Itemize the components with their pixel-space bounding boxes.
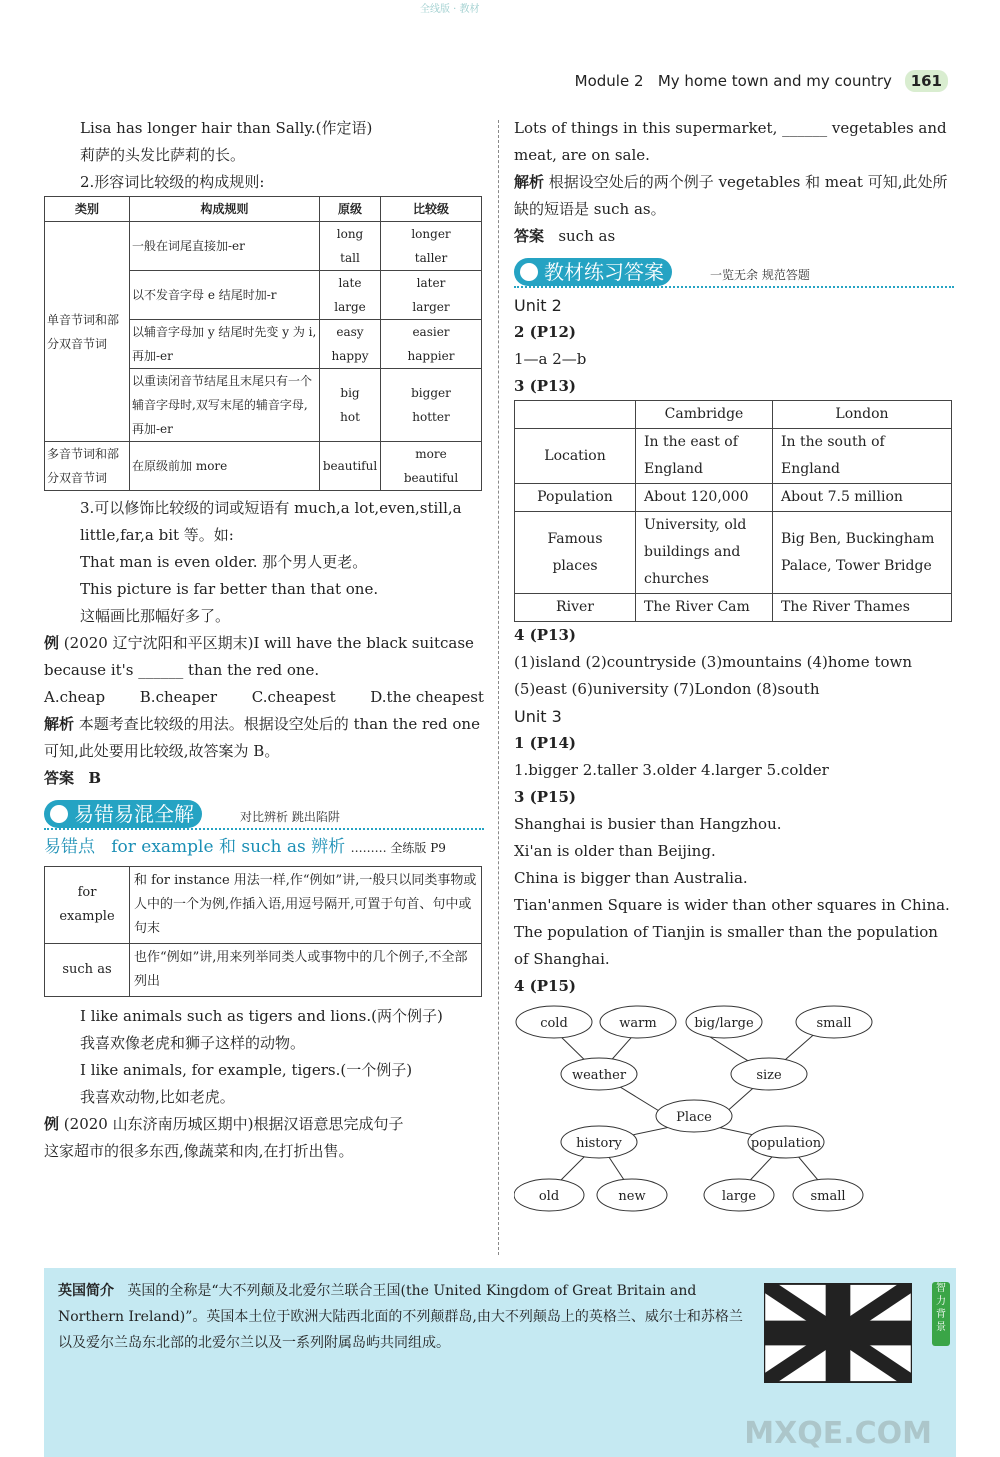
example-question [44, 630, 484, 657]
error-point-title: for example 和 such as 辨析 [111, 837, 346, 857]
comp-word: hotter [412, 410, 450, 424]
diagram-label: big/large [694, 1016, 754, 1031]
answer-line: China is bigger than Australia. [514, 869, 748, 887]
diagram-label: large [721, 1189, 757, 1204]
error-point-ref: ……… 全练版 P9 [350, 841, 446, 855]
table-cell: Big Ben, Buckingham Palace, Tower Bridge [773, 512, 952, 594]
table-cell: The River Thames [773, 594, 952, 622]
answer-value: such as [558, 227, 616, 245]
comp-cell [381, 222, 482, 271]
example-translation: 我喜欢像老虎和狮子这样的动物。 [80, 1034, 306, 1052]
banner-title: 教材练习答案 [514, 258, 672, 286]
diagram-label: warm [619, 1016, 657, 1031]
options-row [44, 684, 484, 711]
rule-heading: 2.形容词比较级的构成规则: [80, 173, 265, 191]
example-question-cont: because it's ______ than the red one. [44, 661, 320, 679]
diagram-label: small [816, 1016, 852, 1031]
analysis-text: 本题考查比较级的用法。根据设空处后的 than the red one 可知,此处要用比较级,故答案为 B。 [44, 715, 480, 760]
rule-cell: 以不发音字母 e 结尾时加-r [130, 271, 320, 320]
banner-title: 易错易混全解 [44, 800, 202, 828]
question-number: 4 (P15) [514, 977, 577, 995]
diagram-label: weather [571, 1068, 627, 1083]
base-word: tall [340, 251, 360, 265]
table-header: 类别 [45, 197, 130, 222]
base-word: big [340, 386, 360, 400]
base-cell [320, 271, 381, 320]
base-word: large [334, 300, 366, 314]
analysis [514, 169, 954, 223]
question-line: meat, are on sale. [514, 146, 650, 164]
diagram-label: size [756, 1068, 782, 1083]
rule-cell: 以重读闭音节结尾且末尾只有一个辅音字母时,双写末尾的辅音字母,再加-er [130, 369, 320, 442]
analysis [44, 711, 484, 765]
answer-line: 1—a 2—b [514, 350, 587, 368]
analysis-label: 解析 [44, 715, 75, 733]
answer-line: Xi'an is older than Beijing. [514, 842, 716, 860]
base-word: easy [336, 325, 364, 339]
column-divider [498, 120, 499, 1255]
analysis-text: 根据设空处后的两个例子 vegetables 和 meat 可知,此处所缺的短语是 such as。 [514, 173, 948, 218]
comp-word: beautiful [403, 471, 459, 485]
question-number: 4 (P13) [514, 626, 577, 644]
table-header: London [773, 401, 952, 429]
info-body: 英国的全称是“大不列颠及北爱尔兰联合王国(the United Kingdom of Great Britain and Northern Ireland)”。英国本土位于欧洲大陆西北面的不列颠群岛,由大不列颠岛上的英格兰、威尔士和苏格兰以及爱尔兰岛东北部的北爱尔兰以及一系列附属岛屿共同组成。 [58, 1283, 743, 1351]
base-word: hot [340, 410, 360, 424]
table-cell: University, old buildings and churches [636, 512, 773, 594]
table-header: 原级 [320, 197, 381, 222]
row-label: River [515, 594, 636, 622]
base-cell [320, 442, 381, 491]
desc-cell: 也作“例如”讲,用来列举同类人或事物中的几个例子,不全部列出 [130, 944, 482, 997]
example-translation: 这幅画比那幅好多了。 [80, 607, 231, 625]
comp-cell [381, 442, 482, 491]
row-label: Population [515, 484, 636, 512]
option: D.the cheapest [370, 688, 484, 706]
error-point-label: 易错点 [44, 837, 95, 857]
table-cell: About 7.5 million [773, 484, 952, 512]
comp-word: later [416, 276, 446, 290]
question-number: 2 (P12) [514, 323, 577, 341]
option: B.cheaper [139, 688, 218, 706]
side-tag: 智力背景 [932, 1282, 950, 1346]
section-banner [44, 798, 484, 832]
unit-heading: Unit 3 [514, 707, 562, 726]
term-cell: for example [45, 867, 130, 944]
comparison-table [44, 866, 482, 997]
comp-word: bigger [411, 386, 451, 400]
example-translation: 我喜欢动物,比如老虎。 [80, 1088, 235, 1106]
comp-word: taller [414, 251, 448, 265]
left-column [44, 115, 484, 1165]
section-banner [514, 256, 954, 290]
example-question [44, 1111, 484, 1138]
answer-line: Tian'anmen Square is wider than other squares in China. [514, 896, 950, 914]
question-number: 1 (P14) [514, 734, 577, 752]
diagram-label: cold [540, 1016, 568, 1031]
example-question-cont: 这家超市的很多东西,像蔬菜和肉,在打折出售。 [44, 1142, 354, 1160]
banner-underline [44, 828, 484, 830]
watermark: MXQE.COM [744, 1416, 932, 1451]
example-sentence: I like animals, for example, tigers.(一个例子) [80, 1061, 413, 1079]
example-source: (2020 辽宁沈阳和平区期末) [63, 634, 254, 652]
comp-word: larger [412, 300, 450, 314]
term-cell: such as [45, 944, 130, 997]
question-line: Lots of things in this supermarket, ______ vegetables and [514, 119, 947, 137]
example-translation: 莉萨的头发比萨莉的长。 [80, 146, 246, 164]
example-source: (2020 山东济南历城区期中) [63, 1115, 254, 1133]
union-jack-flag-icon [764, 1283, 912, 1383]
example-sentence: That man is even older. 那个男人更老。 [80, 553, 368, 571]
answer-line: The population of Tianjin is smaller than the population of Shanghai. [514, 923, 938, 968]
base-word: beautiful [322, 459, 378, 473]
top-faint-text: 全线版 · 教材 [420, 4, 480, 15]
example-sentence: I like animals such as tigers and lions.(两个例子) [80, 1007, 443, 1025]
banner-subtitle: 一览无余 规范答题 [710, 268, 810, 282]
category-cell: 单音节词和部分双音节词 [45, 222, 130, 442]
desc-cell: 和 for instance 用法一样,作“例如”讲,一般只以同类事物或人中的一个为例,作插入语,用逗号隔开,可置于句首、句中或句末 [130, 867, 482, 944]
right-column [514, 115, 954, 1222]
module-title: My home town and my country [657, 72, 892, 90]
comp-word: easier [412, 325, 450, 339]
table-cell: In the south of England [773, 429, 952, 484]
row-label: Location [515, 429, 636, 484]
answer-value: B [88, 769, 102, 787]
question-number: 3 (P15) [514, 788, 577, 806]
example-label: 例 [44, 634, 60, 652]
example-question-text: 根据汉语意思完成句子 [253, 1115, 404, 1133]
answer-line: (1)island (2)countryside (3)mountains (4)home town [514, 653, 913, 671]
info-text [58, 1278, 748, 1356]
banner-subtitle: 对比辨析 跳出陷阱 [240, 810, 340, 824]
comp-word: longer [411, 227, 451, 241]
category-cell: 多音节词和部分双音节词 [45, 442, 130, 491]
table-cell: The River Cam [636, 594, 773, 622]
example-label: 例 [44, 1115, 60, 1133]
error-point [44, 834, 484, 862]
table-header: 比较级 [381, 197, 482, 222]
row-label: Famous places [515, 512, 636, 594]
diagram-label: history [576, 1136, 622, 1151]
diagram-center-label: Place [676, 1110, 712, 1125]
example-sentence: This picture is far better than that one. [80, 580, 379, 598]
comp-cell [381, 369, 482, 442]
table-cell: About 120,000 [636, 484, 773, 512]
table-cell: In the east of England [636, 429, 773, 484]
base-word: happy [331, 349, 369, 363]
answer [514, 223, 954, 250]
comp-cell [381, 320, 482, 369]
analysis-label: 解析 [514, 173, 545, 191]
base-cell [320, 222, 381, 271]
example-question-text: I will have the black suitcase [253, 634, 474, 652]
rule-cell: 在原级前加 more [130, 442, 320, 491]
info-title: 英国简介 [58, 1283, 114, 1299]
page-number: 161 [905, 70, 948, 92]
diagram-label: population [750, 1136, 822, 1151]
module-label: Module 2 [574, 72, 644, 90]
base-word: long [336, 227, 364, 241]
base-cell [320, 320, 381, 369]
unit-heading: Unit 2 [514, 296, 562, 315]
rule-3-text: 3.可以修饰比较级的词或短语有 much,a lot,even,still,a little,far,a bit 等。如: [80, 499, 462, 544]
answer-line: (5)east (6)university (7)London (8)south [514, 680, 820, 698]
base-word: late [338, 276, 362, 290]
answer-line: Shanghai is busier than Hangzhou. [514, 815, 782, 833]
mind-map-diagram [514, 1002, 954, 1222]
rule-cell: 以辅音字母加 y 结尾时先变 y 为 i,再加-er [130, 320, 320, 369]
cities-table [514, 400, 952, 622]
example-sentence: Lisa has longer hair than Sally.(作定语) [80, 119, 373, 137]
answer-label: 答案 [514, 227, 545, 245]
table-header: Cambridge [636, 401, 773, 429]
comp-cell [381, 271, 482, 320]
base-cell [320, 369, 381, 442]
banner-underline [514, 286, 954, 288]
diagram-label: new [618, 1189, 646, 1204]
diagram-label: old [538, 1189, 560, 1204]
table-header [515, 401, 636, 429]
question-number: 3 (P13) [514, 377, 577, 395]
option: A.cheap [44, 688, 106, 706]
background-info-box [44, 1268, 956, 1457]
diagram-label: small [810, 1189, 846, 1204]
rule-cell: 一般在词尾直接加-er [130, 222, 320, 271]
comparative-rules-table [44, 196, 482, 491]
table-header: 构成规则 [130, 197, 320, 222]
answer-label: 答案 [44, 769, 75, 787]
comp-word: happier [407, 349, 455, 363]
page-header [575, 70, 948, 92]
option: C.cheapest [251, 688, 336, 706]
comp-word: more [415, 447, 447, 461]
answer [44, 765, 484, 792]
answer-line: 1.bigger 2.taller 3.older 4.larger 5.colder [514, 761, 829, 779]
